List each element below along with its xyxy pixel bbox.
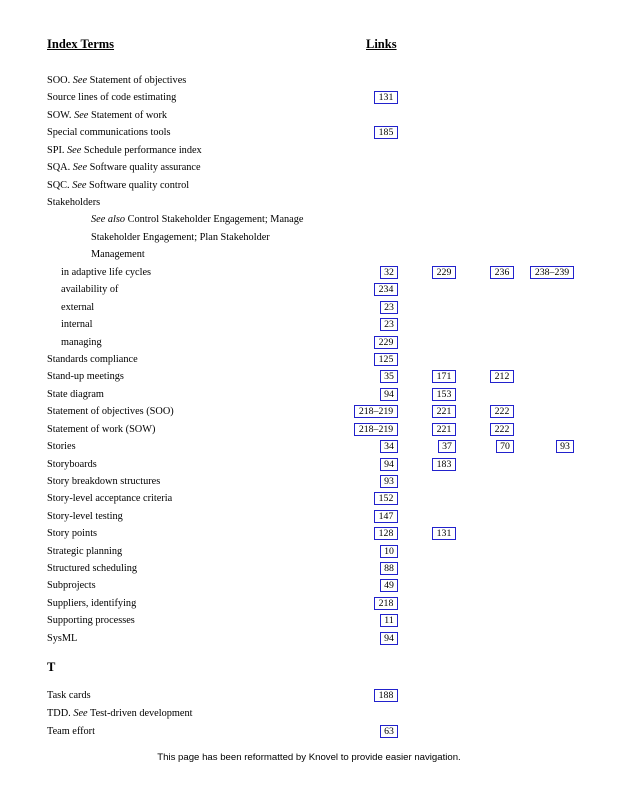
index-row bbox=[0, 91, 618, 108]
see-reference: See bbox=[67, 145, 82, 156]
page-link[interactable]: 218–219 bbox=[354, 423, 398, 436]
index-term: State diagram bbox=[47, 389, 104, 400]
page-link[interactable]: 131 bbox=[432, 527, 456, 540]
page-link[interactable]: 236 bbox=[490, 266, 514, 279]
index-term: Story-level acceptance criteria bbox=[47, 493, 173, 504]
index-row bbox=[0, 196, 618, 213]
page-link[interactable]: 23 bbox=[380, 301, 398, 314]
index-term: Task cards bbox=[47, 690, 91, 701]
index-row bbox=[0, 562, 618, 579]
index-term: internal bbox=[61, 319, 93, 330]
page-link[interactable]: 153 bbox=[432, 388, 456, 401]
see-reference: See also bbox=[91, 214, 126, 225]
index-row bbox=[0, 423, 618, 440]
term-prefix: SOO. bbox=[47, 75, 73, 86]
see-target: Schedule performance index bbox=[81, 145, 202, 156]
index-row bbox=[0, 109, 618, 126]
index-row bbox=[0, 231, 618, 248]
term-prefix: TDD. bbox=[47, 708, 74, 719]
index-row bbox=[0, 161, 618, 178]
page-link[interactable]: 234 bbox=[374, 283, 398, 296]
index-term: external bbox=[61, 302, 95, 313]
page-link[interactable]: 128 bbox=[374, 527, 398, 540]
page-link[interactable]: 34 bbox=[380, 440, 398, 453]
term-prefix: SQC. bbox=[47, 180, 73, 191]
index-term: managing bbox=[61, 337, 102, 348]
page-link[interactable]: 94 bbox=[380, 458, 398, 471]
index-row bbox=[0, 283, 618, 300]
see-reference: See bbox=[74, 110, 89, 121]
page-link[interactable]: 222 bbox=[490, 405, 514, 418]
index-row bbox=[0, 510, 618, 527]
index-term bbox=[47, 74, 186, 87]
term-prefix: SOW. bbox=[47, 110, 75, 121]
index-term: Source lines of code estimating bbox=[47, 92, 177, 103]
page-link[interactable]: 63 bbox=[380, 725, 398, 738]
see-reference: See bbox=[72, 162, 88, 173]
see-reference: See bbox=[73, 708, 88, 719]
page-link[interactable]: 125 bbox=[374, 353, 398, 366]
page-link[interactable]: 152 bbox=[374, 492, 398, 505]
page-link[interactable]: 218–219 bbox=[354, 405, 398, 418]
page-link[interactable]: 238–239 bbox=[530, 266, 574, 279]
index-row bbox=[0, 689, 618, 706]
index-term: in adaptive life cycles bbox=[61, 267, 152, 278]
page-link[interactable]: 94 bbox=[380, 632, 398, 645]
index-term: Story breakdown structures bbox=[47, 476, 161, 487]
index-row bbox=[0, 725, 618, 742]
index-row bbox=[0, 144, 618, 161]
page-link[interactable]: 131 bbox=[374, 91, 398, 104]
index-term bbox=[47, 109, 167, 122]
index-term: Stakeholder Engagement; Plan Stakeholder bbox=[91, 232, 270, 243]
term-prefix: SQA. bbox=[47, 162, 73, 173]
index-term: Standards compliance bbox=[47, 354, 138, 365]
index-term bbox=[91, 213, 303, 226]
index-row bbox=[0, 301, 618, 318]
page-link[interactable]: 229 bbox=[374, 336, 398, 349]
index-row bbox=[0, 370, 618, 387]
footer-note: This page has been reformatted by Knovel to provide easier navigation. bbox=[157, 752, 461, 763]
see-target: Statement of work bbox=[88, 110, 168, 121]
index-row bbox=[0, 126, 618, 143]
page-link[interactable]: 218 bbox=[374, 597, 398, 610]
index-row bbox=[0, 388, 618, 405]
page-link[interactable]: 94 bbox=[380, 388, 398, 401]
index-term bbox=[47, 144, 202, 157]
index-term: Structured scheduling bbox=[47, 563, 138, 574]
page-link[interactable]: 10 bbox=[380, 545, 398, 558]
page-link[interactable]: 188 bbox=[374, 689, 398, 702]
page-link[interactable]: 185 bbox=[374, 126, 398, 139]
page-link[interactable]: 212 bbox=[490, 370, 514, 383]
index-row bbox=[0, 545, 618, 562]
index-terms-header: Index Terms bbox=[47, 37, 115, 51]
index-term: Management bbox=[91, 249, 145, 260]
page-link[interactable]: 222 bbox=[490, 423, 514, 436]
index-term: availability of bbox=[61, 284, 119, 295]
page-link[interactable]: 183 bbox=[432, 458, 456, 471]
index-row bbox=[0, 492, 618, 509]
index-term: Strategic planning bbox=[47, 546, 123, 557]
index-row bbox=[0, 707, 618, 724]
index-row bbox=[0, 405, 618, 422]
index-term: Supporting processes bbox=[47, 615, 135, 626]
see-target: Software quality control bbox=[86, 180, 190, 191]
see-reference: See bbox=[72, 180, 87, 191]
page-link[interactable]: 229 bbox=[432, 266, 456, 279]
page-link[interactable]: 171 bbox=[432, 370, 456, 383]
page-link[interactable]: 93 bbox=[380, 475, 398, 488]
index-row bbox=[0, 213, 618, 230]
index-row bbox=[0, 248, 618, 265]
page-link[interactable]: 11 bbox=[380, 614, 398, 627]
page-link[interactable]: 88 bbox=[380, 562, 398, 575]
index-term: Statement of objectives (SOO) bbox=[47, 406, 174, 417]
index-term: Story points bbox=[47, 528, 98, 539]
index-row bbox=[0, 336, 618, 353]
index-row bbox=[0, 614, 618, 631]
page-link[interactable]: 70 bbox=[496, 440, 514, 453]
page-link[interactable]: 35 bbox=[380, 370, 398, 383]
index-term: Storyboards bbox=[47, 459, 97, 470]
index-term: Team effort bbox=[47, 726, 95, 737]
links-header: Links bbox=[366, 37, 397, 51]
term-prefix: SPI. bbox=[47, 145, 68, 156]
index-row bbox=[0, 475, 618, 492]
page-link[interactable]: 37 bbox=[438, 440, 456, 453]
page-link[interactable]: 32 bbox=[380, 266, 398, 279]
see-target: Test-driven development bbox=[87, 708, 193, 719]
page-link[interactable]: 221 bbox=[432, 405, 456, 418]
index-row bbox=[0, 440, 618, 457]
index-term: Statement of work (SOW) bbox=[47, 424, 156, 435]
page-link[interactable]: 147 bbox=[374, 510, 398, 523]
section-letter: T bbox=[47, 660, 56, 674]
index-term bbox=[47, 707, 193, 720]
index-row bbox=[0, 632, 618, 649]
see-target: Software quality assurance bbox=[87, 162, 201, 173]
index-row bbox=[0, 179, 618, 196]
index-row bbox=[0, 353, 618, 370]
index-term: Subprojects bbox=[47, 580, 96, 591]
index-row bbox=[0, 74, 618, 91]
page-link[interactable]: 49 bbox=[380, 579, 398, 592]
index-term: Stories bbox=[47, 441, 76, 452]
index-term: SysML bbox=[47, 633, 78, 644]
index-term: Stakeholders bbox=[47, 197, 101, 208]
index-row bbox=[0, 266, 618, 283]
index-term bbox=[47, 179, 189, 192]
index-row bbox=[0, 597, 618, 614]
page-link[interactable]: 221 bbox=[432, 423, 456, 436]
index-term: Stand-up meetings bbox=[47, 371, 124, 382]
index-row bbox=[0, 458, 618, 475]
index-term: Suppliers, identifying bbox=[47, 598, 137, 609]
see-target: Statement of objectives bbox=[87, 75, 187, 86]
page-link[interactable]: 93 bbox=[556, 440, 574, 453]
index-term: Story-level testing bbox=[47, 511, 123, 522]
index-row bbox=[0, 318, 618, 335]
page-link[interactable]: 23 bbox=[380, 318, 398, 331]
index-row bbox=[0, 527, 618, 544]
index-term: Special communications tools bbox=[47, 127, 171, 138]
index-term bbox=[47, 161, 201, 174]
index-row bbox=[0, 579, 618, 596]
see-target: Control Stakeholder Engagement; Manage bbox=[125, 214, 304, 225]
see-reference: See bbox=[72, 75, 88, 86]
